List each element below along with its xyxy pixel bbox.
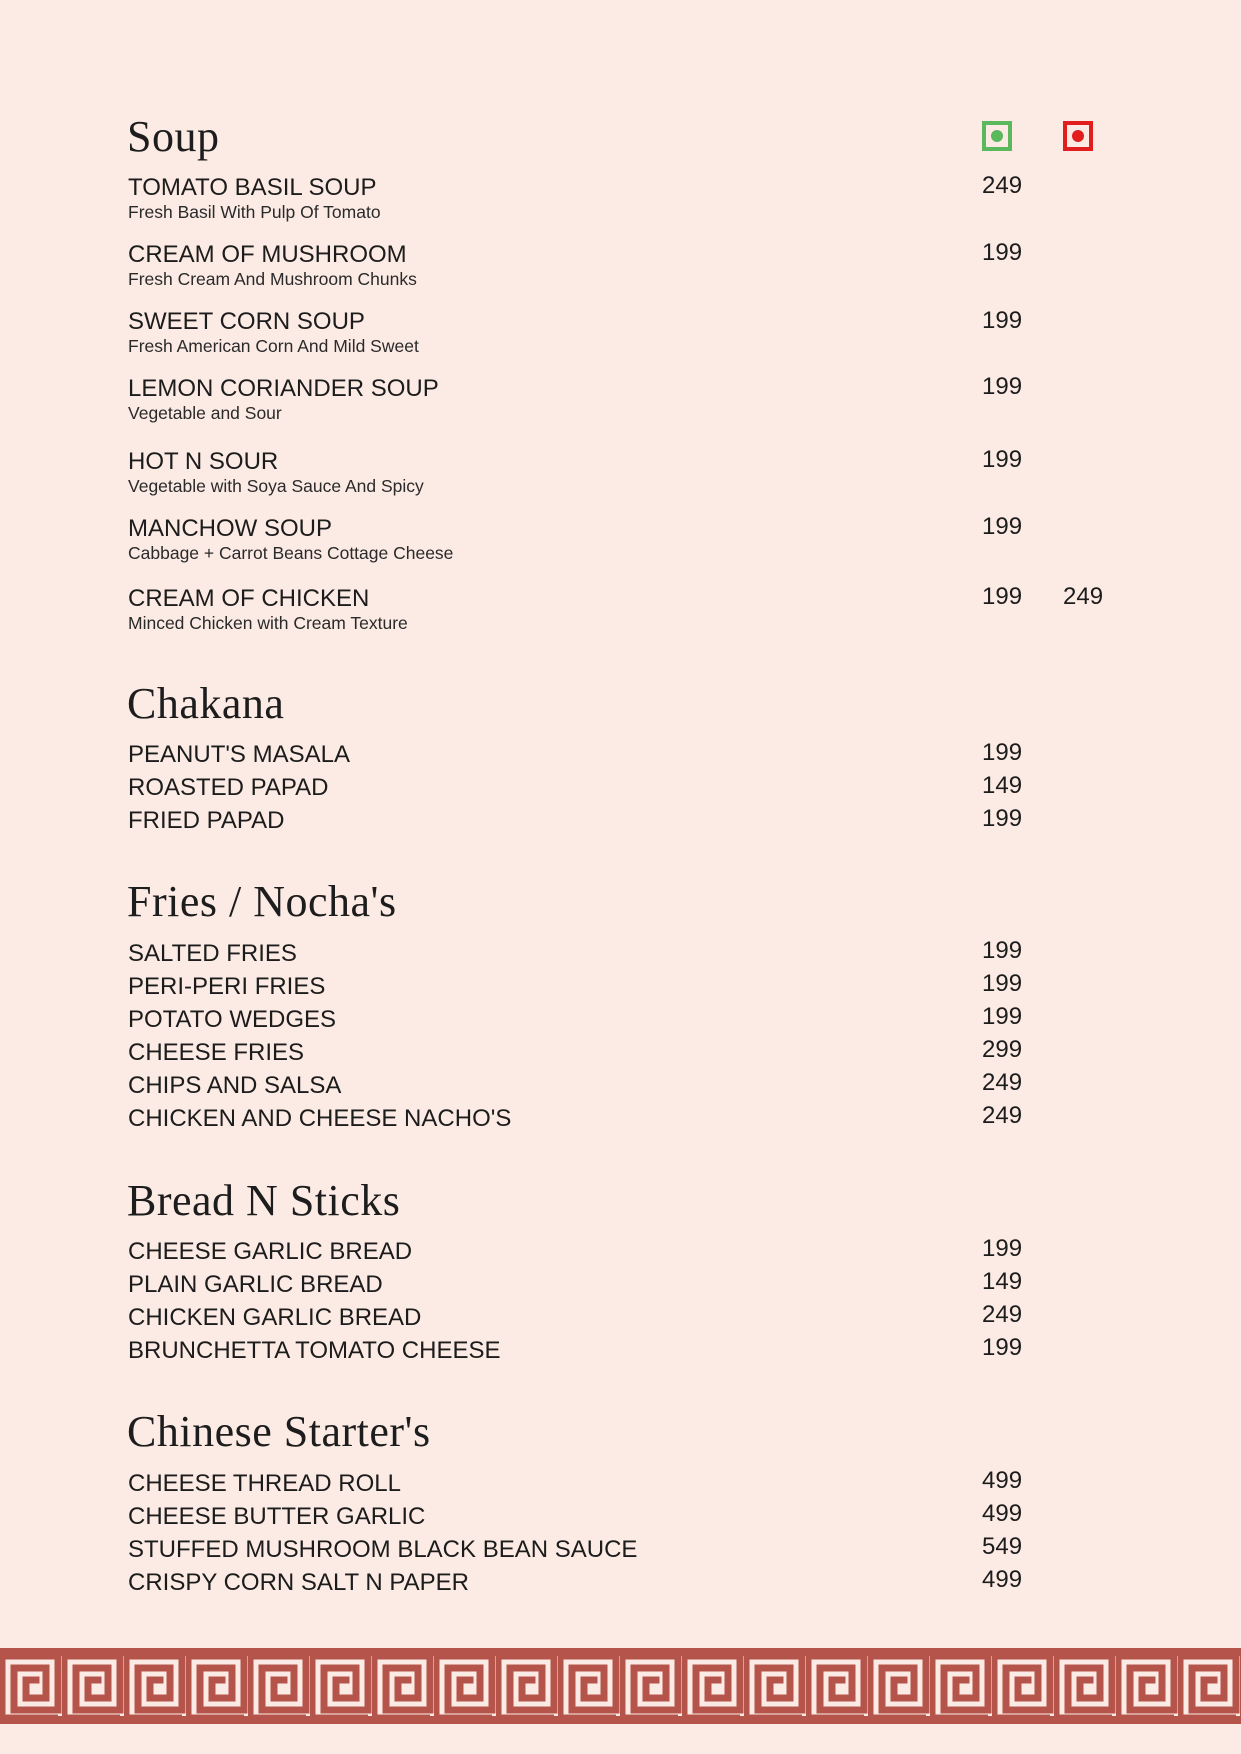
item-description: Fresh Basil With Pulp Of Tomato	[128, 202, 381, 222]
menu-item	[128, 805, 1108, 834]
menu-item	[128, 583, 1108, 633]
item-price-veg: 149	[982, 772, 1023, 799]
menu-item	[128, 1273, 1108, 1297]
item-name: CREAM OF CHICKEN	[128, 585, 370, 612]
menu-item	[128, 975, 1108, 999]
item-description: Fresh American Corn And Mild Sweet	[128, 336, 419, 356]
item-name: CREAM OF MUSHROOM	[128, 241, 407, 268]
item-name: CHEESE FRIES	[128, 1039, 305, 1066]
menu-item	[128, 373, 1108, 423]
menu-item	[128, 1107, 1108, 1131]
menu-item	[128, 446, 1108, 496]
menu-item	[128, 739, 1108, 768]
item-name: BRUNCHETTA TOMATO CHEESE	[128, 1337, 501, 1364]
menu-item	[128, 1306, 1108, 1330]
menu-item	[128, 1008, 1108, 1032]
item-price-veg: 199	[982, 739, 1023, 766]
item-description: Fresh Cream And Mushroom Chunks	[128, 269, 417, 289]
item-price-veg: 199	[982, 970, 1023, 997]
menu-item	[128, 1339, 1108, 1363]
item-name: ROASTED PAPAD	[128, 774, 329, 801]
item-name: HOT N SOUR	[128, 448, 279, 475]
menu-item	[128, 942, 1108, 966]
item-name: LEMON CORIANDER SOUP	[128, 375, 439, 402]
section-title-chinese: Chinese Starter's	[127, 1407, 431, 1456]
item-name: CHEESE GARLIC BREAD	[128, 1238, 413, 1265]
item-price-veg: 249	[982, 1069, 1023, 1096]
item-price-veg: 199	[982, 1235, 1023, 1262]
item-name: STUFFED MUSHROOM BLACK BEAN SAUCE	[128, 1536, 638, 1563]
item-price-veg: 199	[982, 805, 1023, 832]
item-price-veg: 249	[982, 1301, 1023, 1328]
section-title-fries: Fries / Nocha's	[127, 877, 397, 926]
item-name: CRISPY CORN SALT N PAPER	[128, 1569, 469, 1596]
nonveg-indicator-icon	[1063, 121, 1093, 151]
menu-item	[128, 1240, 1108, 1264]
menu-item	[128, 172, 1108, 222]
item-name: PEANUT'S MASALA	[128, 741, 350, 768]
veg-indicator-icon	[982, 121, 1012, 151]
item-price-veg: 499	[982, 1500, 1023, 1527]
item-name: FRIED PAPAD	[128, 807, 285, 834]
menu-item	[128, 772, 1108, 801]
item-name: CHIPS AND SALSA	[128, 1072, 342, 1099]
menu-item	[128, 513, 1108, 563]
item-description: Vegetable with Soya Sauce And Spicy	[128, 476, 424, 496]
item-name: CHICKEN GARLIC BREAD	[128, 1304, 422, 1331]
item-name: CHICKEN AND CHEESE NACHO'S	[128, 1105, 512, 1132]
item-name: PLAIN GARLIC BREAD	[128, 1271, 383, 1298]
item-price-veg: 499	[982, 1467, 1023, 1494]
item-price-veg: 249	[982, 1102, 1023, 1129]
item-price-nonveg: 249	[1063, 583, 1104, 610]
menu-item	[128, 307, 1108, 356]
item-name: SALTED FRIES	[128, 940, 297, 967]
item-price-veg: 199	[982, 239, 1023, 266]
item-price-veg: 199	[982, 513, 1023, 540]
item-description: Minced Chicken with Cream Texture	[128, 613, 408, 633]
item-price-veg: 199	[982, 1334, 1023, 1361]
greek-key-border	[0, 1648, 1241, 1724]
item-name: SWEET CORN SOUP	[128, 308, 365, 335]
menu-item	[128, 1505, 1108, 1529]
menu-item	[128, 1472, 1108, 1496]
menu-item	[128, 1074, 1108, 1098]
item-price-veg: 499	[982, 1566, 1023, 1593]
section-title-bread: Bread N Sticks	[127, 1176, 401, 1225]
section-title-soup: Soup	[127, 112, 220, 161]
item-price-veg: 299	[982, 1036, 1023, 1063]
item-name: CHEESE BUTTER GARLIC	[128, 1503, 426, 1530]
menu-item	[128, 239, 1108, 289]
item-price-veg: 199	[982, 937, 1023, 964]
menu-item	[128, 1041, 1108, 1065]
item-price-veg: 249	[982, 172, 1023, 199]
item-price-veg: 549	[982, 1533, 1023, 1560]
menu-item	[128, 1538, 1108, 1562]
item-name: POTATO WEDGES	[128, 1006, 337, 1033]
item-name: TOMATO BASIL SOUP	[128, 174, 377, 201]
section-title-chakana: Chakana	[127, 679, 285, 728]
item-description: Cabbage + Carrot Beans Cottage Cheese	[128, 543, 454, 563]
item-price-veg: 149	[982, 1268, 1023, 1295]
item-name: CHEESE THREAD ROLL	[128, 1470, 401, 1497]
item-name: MANCHOW SOUP	[128, 515, 332, 542]
item-description: Vegetable and Sour	[128, 403, 282, 423]
item-name: PERI-PERI FRIES	[128, 973, 326, 1000]
item-price-veg: 199	[982, 373, 1023, 400]
item-price-veg: 199	[982, 446, 1023, 473]
item-price-veg: 199	[982, 307, 1023, 334]
item-price-veg: 199	[982, 1003, 1023, 1030]
item-price-veg: 199	[982, 583, 1023, 610]
menu-item	[128, 1571, 1108, 1595]
